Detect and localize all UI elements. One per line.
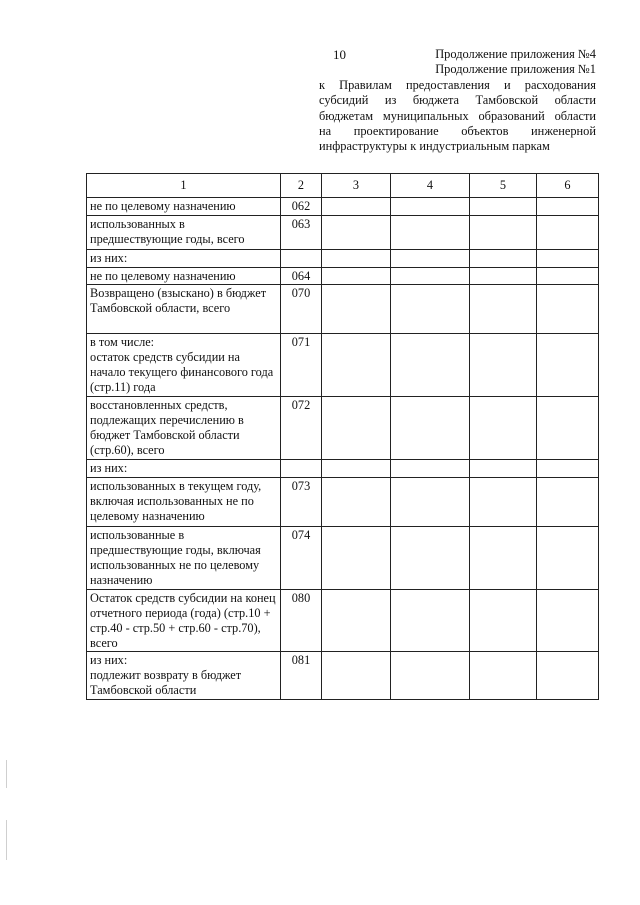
row-name-cell <box>87 590 281 652</box>
value-cell-col-5 <box>470 397 537 460</box>
row-name-cell <box>87 198 281 216</box>
row-name-cell <box>87 285 281 334</box>
row-code-cell: 074 <box>281 527 322 590</box>
value-cell-col-3 <box>322 249 391 267</box>
value-cell-col-6 <box>537 249 599 267</box>
appendix-header <box>319 47 596 155</box>
value-cell-col-4 <box>391 590 470 652</box>
value-cell-col-4 <box>391 652 470 700</box>
value-cell-col-3 <box>322 590 391 652</box>
value-cell-col-5 <box>470 527 537 590</box>
value-cell-col-3 <box>322 478 391 527</box>
appendix-continuation-1: Продолжение приложения №1 <box>435 62 596 77</box>
value-cell-col-6 <box>537 590 599 652</box>
value-cell-col-4 <box>391 249 470 267</box>
row-name-cell <box>87 249 281 267</box>
value-cell-col-4 <box>391 527 470 590</box>
value-cell-col-5 <box>470 215 537 249</box>
table-row <box>87 397 599 460</box>
row-code-cell: 073 <box>281 478 322 527</box>
value-cell-col-6 <box>537 285 599 334</box>
appendix-title-line: к Правилам предоставления и расходования <box>319 77 596 92</box>
column-header: 2 <box>281 174 322 198</box>
column-header: 1 <box>87 174 281 198</box>
appendix-title-line: на проектирование объектов инженерной <box>319 124 596 139</box>
table-row <box>87 285 599 334</box>
row-name-cell <box>87 334 281 397</box>
report-table <box>86 173 599 700</box>
row-code-cell: 080 <box>281 590 322 652</box>
row-name-cell <box>87 267 281 285</box>
page-number: 10 <box>333 47 346 62</box>
row-name-text: из них: <box>90 461 128 476</box>
row-name-cell <box>87 527 281 590</box>
table-body <box>87 198 599 700</box>
row-name-text: использованных в текущем году, включая использованных не по целевому назначению <box>90 479 262 523</box>
row-name-text: восстановленных средств, подлежащих перечислению в бюджет Тамбовской области (стр.60), всего <box>90 398 244 457</box>
column-header: 5 <box>470 174 537 198</box>
table-header <box>87 174 599 198</box>
table-row <box>87 198 599 216</box>
value-cell-col-6 <box>537 215 599 249</box>
appendix-title-line: субсидий из бюджета Тамбовской области <box>319 93 596 108</box>
table-row <box>87 215 599 249</box>
value-cell-col-5 <box>470 334 537 397</box>
row-code-cell: 062 <box>281 198 322 216</box>
value-cell-col-3 <box>322 460 391 478</box>
table-row <box>87 460 599 478</box>
row-name-text: подлежит возврату в бюджет Тамбовской области <box>90 668 242 697</box>
row-name-text: из них: <box>90 250 128 265</box>
value-cell-col-3 <box>322 285 391 334</box>
value-cell-col-4 <box>391 267 470 285</box>
row-name-cell <box>87 460 281 478</box>
row-code-cell: 071 <box>281 334 322 397</box>
appendix-title-line: бюджетам муниципальных образований области <box>319 108 596 123</box>
value-cell-col-5 <box>470 478 537 527</box>
column-header: 4 <box>391 174 470 198</box>
appendix-continuation-4: Продолжение приложения №4 <box>435 47 596 61</box>
row-name-cell <box>87 478 281 527</box>
value-cell-col-4 <box>391 285 470 334</box>
value-cell-col-5 <box>470 590 537 652</box>
table-row <box>87 249 599 267</box>
column-header: 6 <box>537 174 599 198</box>
value-cell-col-5 <box>470 460 537 478</box>
value-cell-col-5 <box>470 285 537 334</box>
value-cell-col-5 <box>470 249 537 267</box>
row-code-cell <box>281 460 322 478</box>
row-name-text: из них: <box>90 653 128 668</box>
row-code-cell: 081 <box>281 652 322 700</box>
value-cell-col-5 <box>470 198 537 216</box>
value-cell-col-4 <box>391 198 470 216</box>
value-cell-col-6 <box>537 478 599 527</box>
row-name-text: в том числе: <box>90 335 155 350</box>
row-name-cell <box>87 215 281 249</box>
row-code-cell: 064 <box>281 267 322 285</box>
table-row <box>87 527 599 590</box>
table-row <box>87 590 599 652</box>
row-name-text: не по целевому назначению <box>90 268 236 283</box>
value-cell-col-4 <box>391 215 470 249</box>
row-code-cell <box>281 249 322 267</box>
row-code-cell: 070 <box>281 285 322 334</box>
value-cell-col-6 <box>537 652 599 700</box>
value-cell-col-4 <box>391 334 470 397</box>
value-cell-col-6 <box>537 334 599 397</box>
table-row <box>87 478 599 527</box>
value-cell-col-6 <box>537 527 599 590</box>
row-name-text: Возвращено (взыскано) в бюджет Тамбовской области, всего <box>90 286 267 316</box>
row-code-cell: 063 <box>281 215 322 249</box>
value-cell-col-3 <box>322 397 391 460</box>
value-cell-col-6 <box>537 198 599 216</box>
value-cell-col-3 <box>322 334 391 397</box>
table-row <box>87 267 599 285</box>
value-cell-col-6 <box>537 460 599 478</box>
row-name-text: остаток средств субсидии на начало текущего финансового года (стр.11) года <box>90 350 274 394</box>
scan-edge-mark <box>6 760 7 788</box>
row-name-text: использованные в предшествующие годы, включая использованных не по целевому назначению <box>90 528 261 587</box>
row-name-cell <box>87 397 281 460</box>
column-header: 3 <box>322 174 391 198</box>
value-cell-col-4 <box>391 397 470 460</box>
value-cell-col-4 <box>391 460 470 478</box>
value-cell-col-6 <box>537 397 599 460</box>
row-code-cell: 072 <box>281 397 322 460</box>
row-name-text: использованных в предшествующие годы, всего <box>90 216 245 246</box>
value-cell-col-5 <box>470 652 537 700</box>
table-header-row <box>87 174 599 198</box>
row-name-cell <box>87 652 281 700</box>
value-cell-col-3 <box>322 215 391 249</box>
row-name-text: Остаток средств субсидии на конец отчетного периода (года) (стр.10 + стр.40 - стр.50 + стр.60 - стр.70), всего <box>90 591 276 650</box>
scan-edge-mark <box>6 820 7 860</box>
value-cell-col-5 <box>470 267 537 285</box>
appendix-title-line: инфраструктуры к индустриальным паркам <box>319 139 550 154</box>
value-cell-col-3 <box>322 527 391 590</box>
value-cell-col-4 <box>391 478 470 527</box>
value-cell-col-3 <box>322 267 391 285</box>
value-cell-col-3 <box>322 198 391 216</box>
value-cell-col-3 <box>322 652 391 700</box>
row-name-text: не по целевому назначению <box>90 199 236 213</box>
value-cell-col-6 <box>537 267 599 285</box>
table-row <box>87 652 599 700</box>
table-row <box>87 334 599 397</box>
